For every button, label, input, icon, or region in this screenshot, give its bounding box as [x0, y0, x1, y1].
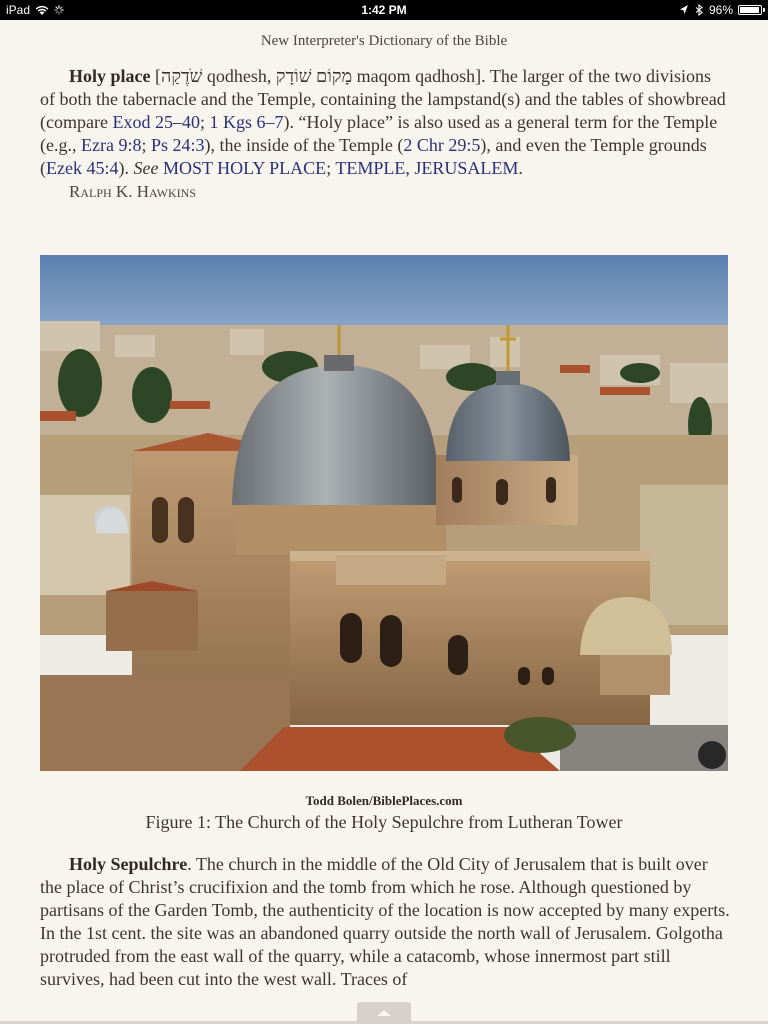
battery-fill — [740, 7, 759, 13]
entry-text: . — [518, 158, 523, 178]
entry-text: ; — [199, 112, 210, 132]
entry-text: ), and even the Temple grounds ( — [40, 135, 707, 178]
figure-caption: Figure 1: The Church of the Holy Sepulchre from Lutheran Tower — [145, 812, 623, 832]
entry-paragraph — [40, 853, 730, 991]
cross-reference-link[interactable]: Ezra 9:8 — [80, 135, 142, 155]
show-toolbar-tab[interactable] — [357, 1002, 411, 1024]
entry-text: ). “Holy place” is also used as a general term for the Temple (e.g., — [40, 112, 718, 155]
transliteration: [שֹׁדֶקַה qodhesh, מָקוֹם שׁוֹדָק maqom qadhosh]. — [150, 66, 490, 86]
chevron-up-icon — [377, 1010, 391, 1016]
device-name: iPad — [6, 3, 31, 17]
cross-reference-link[interactable]: Exod 25–40 — [112, 112, 200, 132]
entry-term: Holy Sepulchre — [69, 854, 188, 874]
cross-reference-link[interactable]: 1 Kgs 6–7 — [209, 112, 284, 132]
cross-reference-link[interactable]: Ezek 45:4 — [46, 158, 119, 178]
status-bar — [0, 0, 768, 20]
entry-author: Ralph K. Hawkins — [69, 182, 197, 201]
cross-reference-link[interactable]: MOST HOLY PLACE — [162, 158, 327, 178]
church-of-holy-sepulchre-image — [40, 255, 728, 771]
status-right — [679, 3, 762, 17]
entry-holy-place — [40, 66, 730, 240]
figure-credit: Todd Bolen/BiblePlaces.com — [305, 793, 463, 808]
entry-text: ; — [326, 158, 336, 178]
battery-percent: 96% — [708, 3, 733, 17]
location-arrow-icon — [679, 4, 689, 16]
cross-reference-link[interactable]: 2 Chr 29:5 — [403, 135, 481, 155]
book-title[interactable]: New Interpreter's Dictionary of the Bible — [260, 33, 508, 49]
entry-paragraph — [40, 65, 730, 180]
cross-reference-link[interactable]: TEMPLE, JERUSALEM — [335, 158, 519, 178]
cross-reference-link[interactable]: Ps 24:3 — [150, 135, 205, 155]
entry-text: ), the inside of the Temple ( — [204, 135, 404, 155]
entry-holy-sepulchre — [40, 853, 730, 989]
entry-term: Holy place — [69, 66, 151, 86]
see-label: See — [133, 158, 159, 178]
entry-text: ). — [118, 158, 134, 178]
entry-text: The larger of the two divisions of both the tabernacle and the Temple, containing the lampstand(s) and the tables of showbread (compare — [40, 66, 726, 132]
status-time: 1:42 PM — [361, 3, 407, 17]
battery-icon — [738, 5, 762, 15]
entry-text: ; — [141, 135, 151, 155]
figure-photo[interactable] — [40, 255, 728, 771]
entry-text: . The church in the middle of the Old City of Jerusalem that is built over the place of Christ’s crucifixion and the tomb from which he rose. Although questioned by partisans of the Garden Tomb, the authenticity of the location is now accepted by many experts. In the 1st cent. the site was an abandoned quarry outside the north wall of Jerusalem. Golgotha protruded from the east wall of the quarry, while a catacomb, whose innermost part still survives, had been cut into the west wall. Traces of — [40, 854, 730, 989]
bluetooth-icon — [694, 4, 704, 16]
